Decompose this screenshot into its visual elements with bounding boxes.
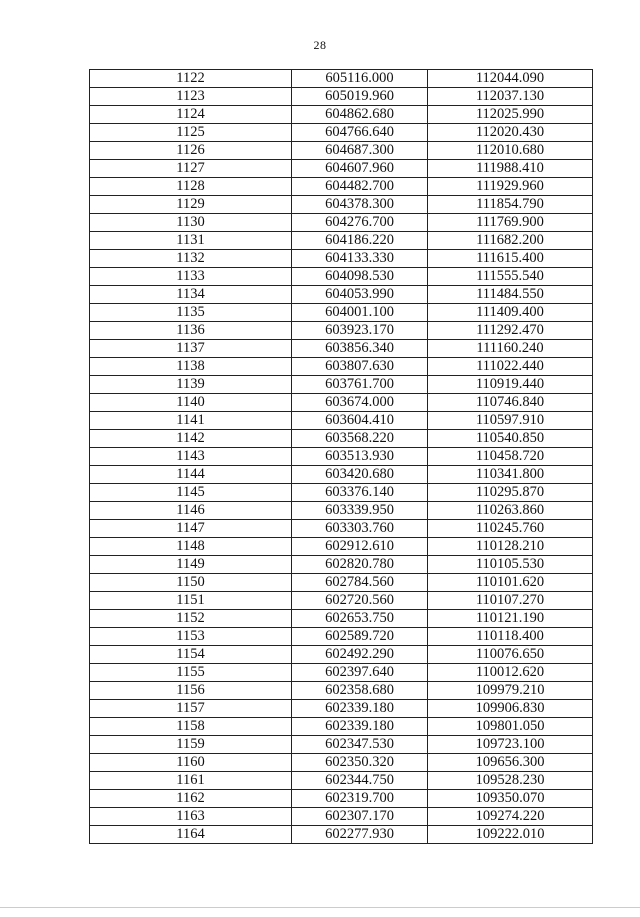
table-row (90, 88, 593, 106)
table-row (90, 214, 593, 232)
x-coordinate-cell: 602720.560 (292, 592, 428, 610)
point-number-cell: 1147 (90, 520, 292, 538)
point-number-cell: 1131 (90, 232, 292, 250)
point-number-cell: 1163 (90, 808, 292, 826)
x-coordinate-cell: 603420.680 (292, 466, 428, 484)
table-row (90, 736, 593, 754)
point-number-cell: 1158 (90, 718, 292, 736)
x-coordinate-cell: 603674.000 (292, 394, 428, 412)
x-coordinate-cell: 602350.320 (292, 754, 428, 772)
x-coordinate-cell: 603761.700 (292, 376, 428, 394)
coordinates-table-body (90, 70, 593, 844)
table-row (90, 664, 593, 682)
table-row (90, 646, 593, 664)
x-coordinate-cell: 604482.700 (292, 178, 428, 196)
y-coordinate-cell: 110919.440 (428, 376, 593, 394)
y-coordinate-cell: 110012.620 (428, 664, 593, 682)
table-row (90, 772, 593, 790)
x-coordinate-cell: 604186.220 (292, 232, 428, 250)
point-number-cell: 1138 (90, 358, 292, 376)
y-coordinate-cell: 110458.720 (428, 448, 593, 466)
table-row (90, 196, 593, 214)
point-number-cell: 1137 (90, 340, 292, 358)
y-coordinate-cell: 111929.960 (428, 178, 593, 196)
point-number-cell: 1135 (90, 304, 292, 322)
point-number-cell: 1150 (90, 574, 292, 592)
x-coordinate-cell: 602653.750 (292, 610, 428, 628)
x-coordinate-cell: 604607.960 (292, 160, 428, 178)
point-number-cell: 1161 (90, 772, 292, 790)
x-coordinate-cell: 604133.330 (292, 250, 428, 268)
point-number-cell: 1134 (90, 286, 292, 304)
table-row (90, 592, 593, 610)
point-number-cell: 1145 (90, 484, 292, 502)
point-number-cell: 1153 (90, 628, 292, 646)
point-number-cell: 1132 (90, 250, 292, 268)
y-coordinate-cell: 110263.860 (428, 502, 593, 520)
point-number-cell: 1151 (90, 592, 292, 610)
y-coordinate-cell: 109723.100 (428, 736, 593, 754)
x-coordinate-cell: 604098.530 (292, 268, 428, 286)
y-coordinate-cell: 110128.210 (428, 538, 593, 556)
point-number-cell: 1140 (90, 394, 292, 412)
table-row (90, 790, 593, 808)
x-coordinate-cell: 602912.610 (292, 538, 428, 556)
y-coordinate-cell: 109979.210 (428, 682, 593, 700)
table-row (90, 808, 593, 826)
x-coordinate-cell: 603376.140 (292, 484, 428, 502)
y-coordinate-cell: 109656.300 (428, 754, 593, 772)
point-number-cell: 1159 (90, 736, 292, 754)
table-row (90, 466, 593, 484)
table-row (90, 628, 593, 646)
point-number-cell: 1152 (90, 610, 292, 628)
y-coordinate-cell: 110121.190 (428, 610, 593, 628)
y-coordinate-cell: 109528.230 (428, 772, 593, 790)
x-coordinate-cell: 602339.180 (292, 700, 428, 718)
x-coordinate-cell: 602339.180 (292, 718, 428, 736)
table-row (90, 160, 593, 178)
y-coordinate-cell: 110118.400 (428, 628, 593, 646)
x-coordinate-cell: 602358.680 (292, 682, 428, 700)
table-row (90, 70, 593, 88)
x-coordinate-cell: 602397.640 (292, 664, 428, 682)
y-coordinate-cell: 111292.470 (428, 322, 593, 340)
point-number-cell: 1144 (90, 466, 292, 484)
table-row (90, 826, 593, 844)
point-number-cell: 1129 (90, 196, 292, 214)
table-row (90, 394, 593, 412)
x-coordinate-cell: 605116.000 (292, 70, 428, 88)
y-coordinate-cell: 112010.680 (428, 142, 593, 160)
y-coordinate-cell: 109222.010 (428, 826, 593, 844)
point-number-cell: 1126 (90, 142, 292, 160)
table-row (90, 484, 593, 502)
table-row (90, 322, 593, 340)
x-coordinate-cell: 602784.560 (292, 574, 428, 592)
point-number-cell: 1148 (90, 538, 292, 556)
table-row (90, 430, 593, 448)
y-coordinate-cell: 112044.090 (428, 70, 593, 88)
point-number-cell: 1156 (90, 682, 292, 700)
point-number-cell: 1141 (90, 412, 292, 430)
table-row (90, 754, 593, 772)
y-coordinate-cell: 109274.220 (428, 808, 593, 826)
y-coordinate-cell: 111484.550 (428, 286, 593, 304)
y-coordinate-cell: 111409.400 (428, 304, 593, 322)
table-row (90, 106, 593, 124)
table-row (90, 520, 593, 538)
y-coordinate-cell: 111988.410 (428, 160, 593, 178)
point-number-cell: 1143 (90, 448, 292, 466)
y-coordinate-cell: 110597.910 (428, 412, 593, 430)
point-number-cell: 1155 (90, 664, 292, 682)
x-coordinate-cell: 604001.100 (292, 304, 428, 322)
point-number-cell: 1130 (90, 214, 292, 232)
y-coordinate-cell: 111615.400 (428, 250, 593, 268)
y-coordinate-cell: 110341.800 (428, 466, 593, 484)
table-row (90, 304, 593, 322)
x-coordinate-cell: 602820.780 (292, 556, 428, 574)
table-row (90, 124, 593, 142)
table-row (90, 340, 593, 358)
table-row (90, 268, 593, 286)
coordinates-table (89, 69, 593, 844)
table-row (90, 538, 593, 556)
y-coordinate-cell: 112020.430 (428, 124, 593, 142)
x-coordinate-cell: 604276.700 (292, 214, 428, 232)
table-row (90, 556, 593, 574)
table-row (90, 448, 593, 466)
y-coordinate-cell: 111022.440 (428, 358, 593, 376)
x-coordinate-cell: 604862.680 (292, 106, 428, 124)
y-coordinate-cell: 109350.070 (428, 790, 593, 808)
y-coordinate-cell: 110101.620 (428, 574, 593, 592)
y-coordinate-cell: 110105.530 (428, 556, 593, 574)
page-bottom-rule (0, 907, 640, 908)
table-row (90, 610, 593, 628)
table-row (90, 718, 593, 736)
point-number-cell: 1127 (90, 160, 292, 178)
x-coordinate-cell: 603856.340 (292, 340, 428, 358)
x-coordinate-cell: 604378.300 (292, 196, 428, 214)
y-coordinate-cell: 110245.760 (428, 520, 593, 538)
table-row (90, 412, 593, 430)
point-number-cell: 1139 (90, 376, 292, 394)
x-coordinate-cell: 603604.410 (292, 412, 428, 430)
point-number-cell: 1154 (90, 646, 292, 664)
point-number-cell: 1164 (90, 826, 292, 844)
y-coordinate-cell: 111854.790 (428, 196, 593, 214)
point-number-cell: 1157 (90, 700, 292, 718)
y-coordinate-cell: 112025.990 (428, 106, 593, 124)
x-coordinate-cell: 603923.170 (292, 322, 428, 340)
x-coordinate-cell: 603513.930 (292, 448, 428, 466)
x-coordinate-cell: 604687.300 (292, 142, 428, 160)
point-number-cell: 1124 (90, 106, 292, 124)
y-coordinate-cell: 112037.130 (428, 88, 593, 106)
table-row (90, 502, 593, 520)
point-number-cell: 1122 (90, 70, 292, 88)
table-row (90, 358, 593, 376)
table-row (90, 376, 593, 394)
table-row (90, 232, 593, 250)
y-coordinate-cell: 109906.830 (428, 700, 593, 718)
point-number-cell: 1128 (90, 178, 292, 196)
x-coordinate-cell: 605019.960 (292, 88, 428, 106)
x-coordinate-cell: 602319.700 (292, 790, 428, 808)
point-number-cell: 1133 (90, 268, 292, 286)
table-row (90, 142, 593, 160)
x-coordinate-cell: 602347.530 (292, 736, 428, 754)
y-coordinate-cell: 109801.050 (428, 718, 593, 736)
y-coordinate-cell: 111769.900 (428, 214, 593, 232)
table-row (90, 574, 593, 592)
point-number-cell: 1125 (90, 124, 292, 142)
point-number-cell: 1149 (90, 556, 292, 574)
page-number: 28 (313, 38, 327, 52)
x-coordinate-cell: 603339.950 (292, 502, 428, 520)
x-coordinate-cell: 604053.990 (292, 286, 428, 304)
x-coordinate-cell: 602589.720 (292, 628, 428, 646)
point-number-cell: 1142 (90, 430, 292, 448)
x-coordinate-cell: 603807.630 (292, 358, 428, 376)
y-coordinate-cell: 110540.850 (428, 430, 593, 448)
y-coordinate-cell: 111555.540 (428, 268, 593, 286)
point-number-cell: 1136 (90, 322, 292, 340)
x-coordinate-cell: 603303.760 (292, 520, 428, 538)
x-coordinate-cell: 602344.750 (292, 772, 428, 790)
table-row (90, 700, 593, 718)
y-coordinate-cell: 110746.840 (428, 394, 593, 412)
point-number-cell: 1146 (90, 502, 292, 520)
point-number-cell: 1162 (90, 790, 292, 808)
table-row (90, 250, 593, 268)
y-coordinate-cell: 110076.650 (428, 646, 593, 664)
table-row (90, 286, 593, 304)
x-coordinate-cell: 602277.930 (292, 826, 428, 844)
x-coordinate-cell: 604766.640 (292, 124, 428, 142)
y-coordinate-cell: 111682.200 (428, 232, 593, 250)
x-coordinate-cell: 602492.290 (292, 646, 428, 664)
point-number-cell: 1160 (90, 754, 292, 772)
x-coordinate-cell: 602307.170 (292, 808, 428, 826)
x-coordinate-cell: 603568.220 (292, 430, 428, 448)
y-coordinate-cell: 111160.240 (428, 340, 593, 358)
y-coordinate-cell: 110107.270 (428, 592, 593, 610)
y-coordinate-cell: 110295.870 (428, 484, 593, 502)
point-number-cell: 1123 (90, 88, 292, 106)
table-row (90, 178, 593, 196)
table-row (90, 682, 593, 700)
